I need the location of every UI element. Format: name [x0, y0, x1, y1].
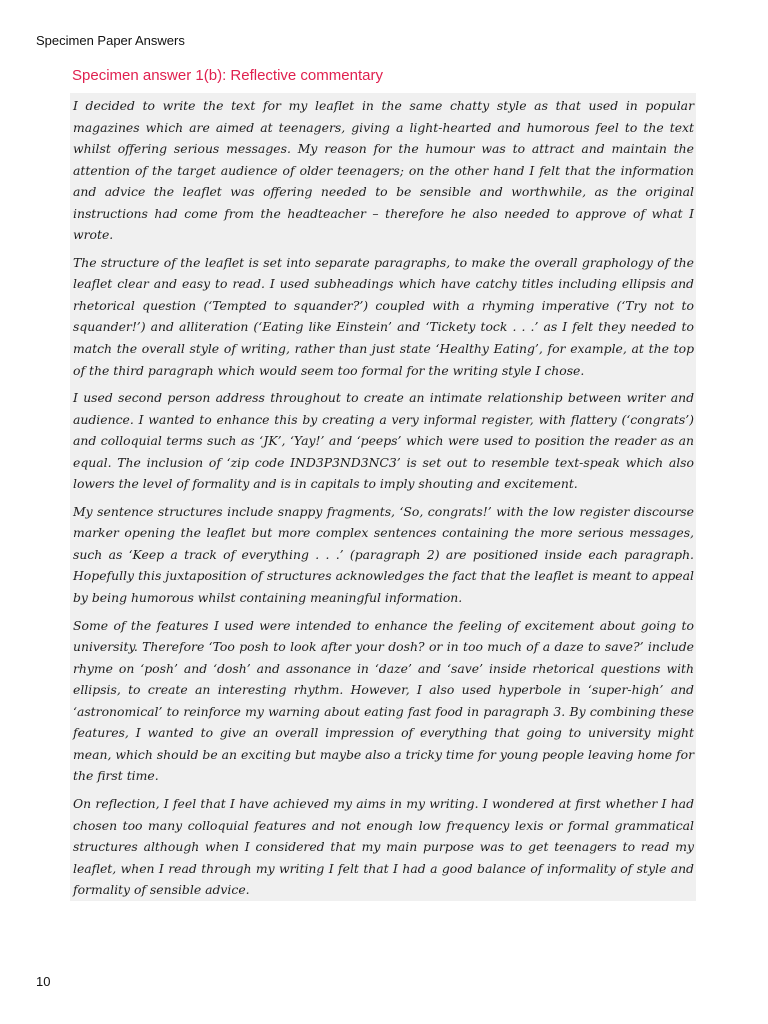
answer-paragraph: I decided to write the text for my leaflet in the same chatty style as that used in popular magazines which are aimed at teenagers, giving a light-hearted and humorous feel to the text whilst offering serious messages. My reason for the humour was to attract and maintain the attention of the target audience of older teenagers; on the other hand I felt that the information and advice the leaflet was offering needed to be sensible and worthwhile, as the original instructions had come from the headteacher – therefore he also needed to approve of what I wrote.	[73, 98, 694, 243]
page-number: 10	[36, 974, 51, 989]
answer-text-box	[70, 93, 696, 901]
answer-paragraph: Some of the features I used were intended to enhance the feeling of excitement about going to university. Therefore ‘Too posh to look after your dosh? or in too much of a daze to save?’ include rhyme on ‘posh’ and ‘dosh’ and assonance in ‘daze’ and ‘save’ inside rhetorical questions with ellipsis, to create an interesting rhythm. However, I also used hyperbole in ‘super-high’ and ‘astronomical’ to reinforce my warning about eating fast food in paragraph 3. By combining these features, I wanted to give an overall impression of everything that going to university might mean, which should be an exciting but maybe also a tricky time for young people leaving home for the first time.	[73, 617, 694, 784]
running-header: Specimen Paper Answers	[36, 33, 185, 48]
answer-paragraph: The structure of the leaflet is set into separate paragraphs, to make the overall graphology of the leaflet clear and easy to read. I used subheadings which have catchy titles including ellipsis and rhetorical question (‘Tempted to squander?’) coupled with a rhyming imperative (‘Try not to squander!’) and alliteration (‘Eating like Einstein’ and ‘Tickety tock . . .’ as I felt they needed to match the overall style of writing, rather than just state ‘Healthy Eating’, for example, at the top of the third paragraph which would seem too formal for the writing style I chose.	[73, 254, 694, 378]
section-title: Specimen answer 1(b): Reflective commentary	[72, 67, 383, 84]
answer-paragraph: I used second person address throughout to create an intimate relationship between writer and audience. I wanted to enhance this by creating a very informal register, with flattery (‘congrats’) and colloquial terms such as ‘JK’, ‘Yay!’ and ‘peeps’ which were used to position the reader as an equal. The inclusion of ‘zip code IND3P3ND3NC3’ is set out to resemble text-speak which also lowers the level of formality and is in capitals to imply shouting and excitement.	[73, 390, 694, 492]
answer-paragraph: On reflection, I feel that I have achieved my aims in my writing. I wondered at first whether I had chosen too many colloquial features and not enough low frequency lexis or formal grammatical structures although when I considered that my main purpose was to get teenagers to read my leaflet, when I read through my writing I felt that I had a good balance of informality of style and formality of sensible advice.	[73, 795, 694, 898]
answer-paragraph: My sentence structures include snappy fragments, ‘So, congrats!’ with the low register discourse marker opening the leaflet but more complex sentences containing the more serious messages, such as ‘Keep a track of everything . . .’ (paragraph 2) are positioned inside each paragraph. Hopefully this juxtaposition of structures acknowledges the fact that the leaflet is meant to appeal by being humorous whilst containing meaningful information.	[73, 503, 694, 606]
